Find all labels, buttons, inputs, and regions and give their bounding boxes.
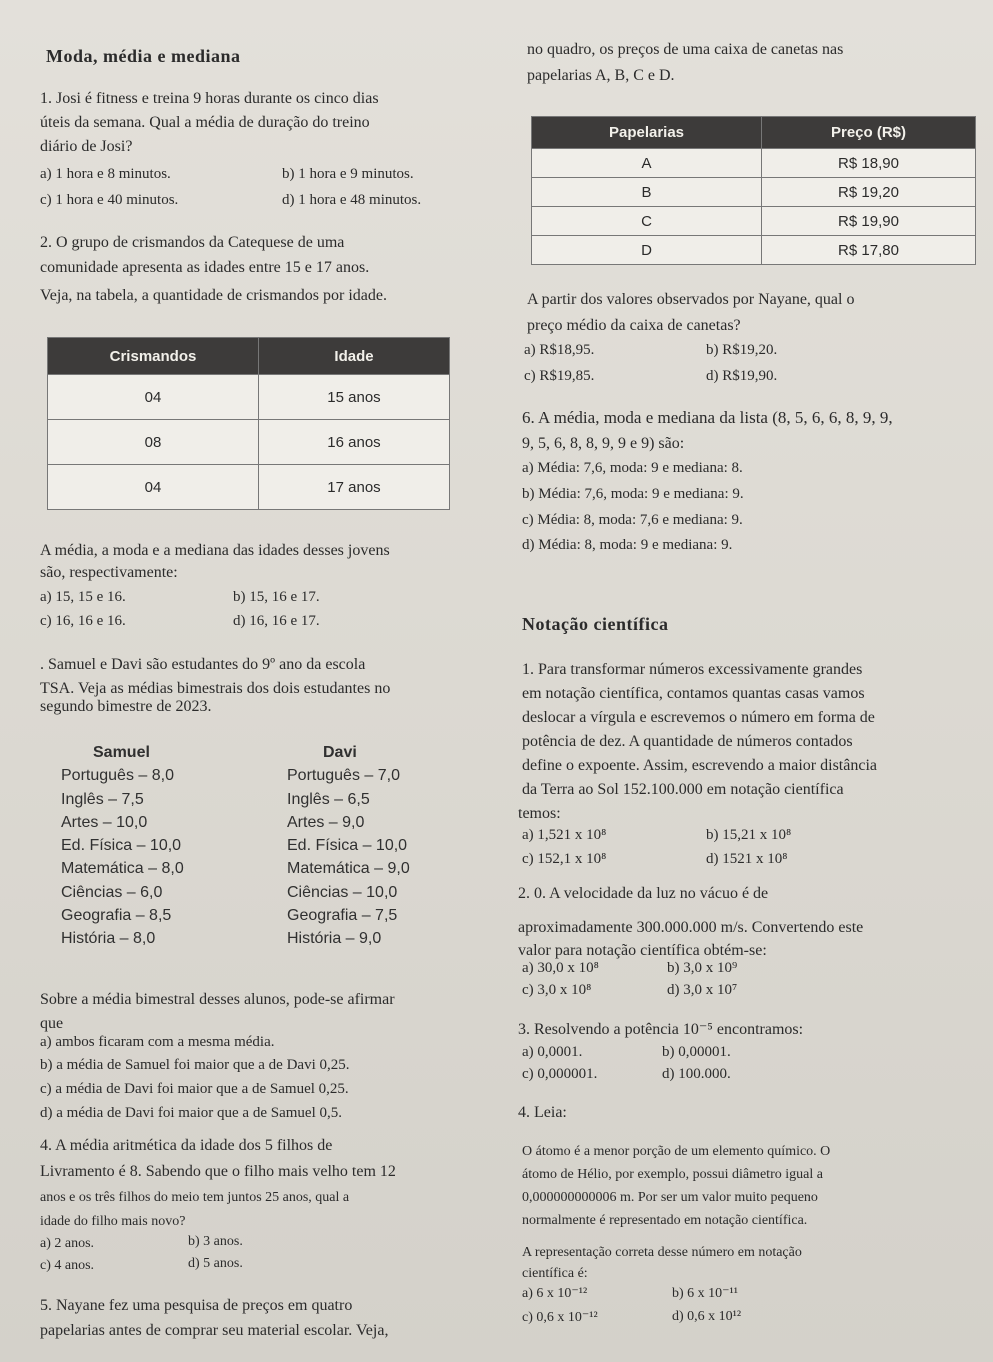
table-cell: 08 bbox=[48, 420, 259, 465]
q3-option-c: c) a média de Davi foi maior que a de Samuel 0,25. bbox=[40, 1081, 349, 1097]
table-cell: B bbox=[532, 178, 762, 207]
grade-item: Português – 8,0 bbox=[61, 767, 174, 785]
q1-line: úteis da semana. Qual a média de duração do treino bbox=[40, 114, 370, 131]
q4-line: Livramento é 8. Sabendo que o filho mais velho tem 12 bbox=[40, 1163, 396, 1180]
n1-option-d: d) 1521 x 10⁸ bbox=[706, 851, 788, 867]
q2-option-a: a) 15, 15 e 16. bbox=[40, 589, 126, 605]
q5-cont-line: no quadro, os preços de uma caixa de canetas nas bbox=[527, 41, 844, 58]
n1-option-c: c) 152,1 x 10⁸ bbox=[522, 851, 607, 867]
crismandos-table bbox=[47, 337, 450, 510]
q3-option-a: a) ambos ficaram com a mesma média. bbox=[40, 1034, 275, 1050]
q5-option-c: c) R$19,85. bbox=[524, 368, 595, 384]
q4-option-b: b) 3 anos. bbox=[188, 1234, 243, 1249]
n4-head: 4. Leia: bbox=[518, 1104, 567, 1121]
q2-option-c: c) 16, 16 e 16. bbox=[40, 613, 126, 629]
q1-option-c: c) 1 hora e 40 minutos. bbox=[40, 192, 179, 208]
q2-option-b: b) 15, 16 e 17. bbox=[233, 589, 320, 605]
q6-line: 9, 5, 6, 8, 8, 9, 9 e 9) são: bbox=[522, 435, 685, 452]
grade-item: Inglês – 7,5 bbox=[61, 790, 144, 808]
grade-item: Ciências – 10,0 bbox=[287, 883, 398, 901]
table-header: Papelarias bbox=[532, 117, 762, 149]
q5-line: 5. Nayane fez uma pesquisa de preços em quatro bbox=[40, 1297, 353, 1314]
q4-line: idade do filho mais novo? bbox=[40, 1214, 186, 1229]
grade-item: Inglês – 6,5 bbox=[287, 790, 370, 808]
q4-line: 4. A média aritmética da idade dos 5 filhos de bbox=[40, 1137, 333, 1154]
q5-after-line: preço médio da caixa de canetas? bbox=[527, 317, 741, 334]
q2-line: comunidade apresenta as idades entre 15 e 17 anos. bbox=[40, 259, 370, 276]
n1-line: em notação científica, contamos quantas casas vamos bbox=[522, 685, 865, 702]
q4-line: anos e os três filhos do meio tem juntos 25 anos, qual a bbox=[40, 1190, 350, 1205]
table-cell: R$ 17,80 bbox=[762, 236, 976, 265]
table-cell: R$ 18,90 bbox=[762, 149, 976, 178]
n4-option-b: b) 6 x 10⁻¹¹ bbox=[672, 1286, 738, 1301]
grade-item: Matemática – 8,0 bbox=[61, 860, 184, 878]
q2-option-d: d) 16, 16 e 17. bbox=[233, 613, 320, 629]
grade-item: História – 9,0 bbox=[287, 930, 382, 948]
table-cell: R$ 19,90 bbox=[762, 207, 976, 236]
q2-after-line: são, respectivamente: bbox=[40, 564, 178, 581]
q6-option-b: b) Média: 7,6, moda: 9 e mediana: 9. bbox=[522, 486, 744, 502]
table-cell: 04 bbox=[48, 375, 259, 420]
q5-line: papelarias antes de comprar seu material escolar. Veja, bbox=[40, 1322, 389, 1339]
q3-after-line: Sobre a média bimestral desses alunos, pode-se afirmar bbox=[40, 991, 395, 1008]
q2-line: 2. O grupo de crismandos da Catequese de uma bbox=[40, 234, 345, 251]
grade-item: Ed. Física – 10,0 bbox=[287, 837, 408, 855]
davi-grades bbox=[287, 741, 410, 951]
q1-option-d: d) 1 hora e 48 minutos. bbox=[282, 192, 422, 208]
table-cell: 17 anos bbox=[259, 465, 450, 510]
q4-option-c: c) 4 anos. bbox=[40, 1258, 95, 1273]
q6-line: 6. A média, moda e mediana da lista (8, 5, 6, 6, 8, 9, 9, bbox=[522, 408, 893, 427]
q5-option-b: b) R$19,20. bbox=[706, 342, 778, 358]
samuel-name: Samuel bbox=[93, 744, 150, 761]
q6-option-a: a) Média: 7,6, moda: 9 e mediana: 8. bbox=[522, 460, 743, 476]
table-cell: C bbox=[532, 207, 762, 236]
n4-option-c: c) 0,6 x 10⁻¹² bbox=[522, 1310, 598, 1325]
n3-option-d: d) 100.000. bbox=[662, 1066, 731, 1082]
q6-option-d: d) Média: 8, moda: 9 e mediana: 9. bbox=[522, 537, 733, 553]
q1-option-b: b) 1 hora e 9 minutos. bbox=[282, 166, 414, 182]
q3-line: . Samuel e Davi são estudantes do 9º ano da escola bbox=[40, 656, 366, 673]
section-title: Moda, média e mediana bbox=[46, 46, 241, 66]
table-cell: D bbox=[532, 236, 762, 265]
grade-item: Português – 7,0 bbox=[287, 767, 400, 785]
q4-option-a: a) 2 anos. bbox=[40, 1236, 95, 1251]
grade-item: Geografia – 8,5 bbox=[61, 907, 172, 925]
q3-after-line: que bbox=[40, 1015, 64, 1032]
q2-line: Veja, na tabela, a quantidade de crismandos por idade. bbox=[40, 287, 387, 304]
table-cell: 04 bbox=[48, 465, 259, 510]
table-header: Idade bbox=[259, 338, 450, 375]
table-cell: A bbox=[532, 149, 762, 178]
samuel-grades bbox=[61, 741, 184, 951]
n1-line: 1. Para transformar números excessivamente grandes bbox=[522, 661, 863, 678]
n4-option-d: d) 0,6 x 10¹² bbox=[672, 1309, 742, 1324]
q2-after-line: A média, a moda e a mediana das idades desses jovens bbox=[40, 542, 390, 559]
q1-line: 1. Josi é fitness e treina 9 horas durante os cinco dias bbox=[40, 90, 379, 107]
table-cell: 16 anos bbox=[259, 420, 450, 465]
q4-option-d: d) 5 anos. bbox=[188, 1256, 243, 1271]
q3-option-b: b) a média de Samuel foi maior que a de Davi 0,25. bbox=[40, 1057, 350, 1073]
n3-line: 3. Resolvendo a potência 10⁻⁵ encontramos: bbox=[518, 1021, 804, 1038]
grade-item: História – 8,0 bbox=[61, 930, 156, 948]
n2-option-b: b) 3,0 x 10⁹ bbox=[667, 960, 738, 976]
q5-after-line: A partir dos valores observados por Nayane, qual o bbox=[527, 291, 855, 308]
n4-line: átomo de Hélio, por exemplo, possui diâmetro igual a bbox=[522, 1167, 823, 1182]
n4-line: O átomo é a menor porção de um elemento químico. O bbox=[522, 1144, 831, 1159]
n4-option-a: a) 6 x 10⁻¹² bbox=[522, 1286, 588, 1301]
n1-line: define o expoente. Assim, escrevendo a maior distância bbox=[522, 757, 877, 774]
grade-item: Geografia – 7,5 bbox=[287, 907, 398, 925]
n1-line: da Terra ao Sol 152.100.000 em notação científica bbox=[522, 781, 844, 798]
q5-cont-line: papelarias A, B, C e D. bbox=[527, 67, 675, 84]
q1-line: diário de Josi? bbox=[40, 138, 133, 155]
q1-option-a: a) 1 hora e 8 minutos. bbox=[40, 166, 171, 182]
q5-option-a: a) R$18,95. bbox=[524, 342, 595, 358]
n2-line: valor para notação científica obtém-se: bbox=[518, 942, 767, 959]
grade-item: Ciências – 6,0 bbox=[61, 883, 163, 901]
table-cell: R$ 19,20 bbox=[762, 178, 976, 207]
n3-option-a: a) 0,0001. bbox=[522, 1044, 583, 1060]
table-header: Crismandos bbox=[48, 338, 259, 375]
n1-line: deslocar a vírgula e escrevemos o número em forma de bbox=[522, 709, 875, 726]
section-title: Notação científica bbox=[522, 614, 669, 634]
n2-option-a: a) 30,0 x 10⁸ bbox=[522, 960, 599, 976]
n3-option-c: c) 0,000001. bbox=[522, 1066, 598, 1082]
table-header: Preço (R$) bbox=[762, 117, 976, 149]
table-cell: 15 anos bbox=[259, 375, 450, 420]
q6-option-c: c) Média: 8, moda: 7,6 e mediana: 9. bbox=[522, 512, 743, 528]
n2-line: aproximadamente 300.000.000 m/s. Convertendo este bbox=[518, 919, 864, 936]
n1-option-b: b) 15,21 x 10⁸ bbox=[706, 827, 792, 843]
q5-option-d: d) R$19,90. bbox=[706, 368, 778, 384]
davi-name: Davi bbox=[323, 744, 357, 761]
q3-line: segundo bimestre de 2023. bbox=[40, 698, 212, 715]
n2-option-c: c) 3,0 x 10⁸ bbox=[522, 982, 592, 998]
n1-option-a: a) 1,521 x 10⁸ bbox=[522, 827, 607, 843]
n4-question: científica é: bbox=[522, 1266, 588, 1281]
n4-line: normalmente é representado em notação científica. bbox=[522, 1213, 808, 1228]
n1-line: temos: bbox=[518, 805, 561, 822]
q3-line: TSA. Veja as médias bimestrais dos dois estudantes no bbox=[40, 680, 391, 697]
n2-line: 2. 0. A velocidade da luz no vácuo é de bbox=[518, 885, 769, 902]
n2-option-d: d) 3,0 x 10⁷ bbox=[667, 982, 738, 998]
grade-item: Matemática – 9,0 bbox=[287, 860, 410, 878]
q3-option-d: d) a média de Davi foi maior que a de Samuel 0,5. bbox=[40, 1105, 342, 1121]
n1-line: potência de dez. A quantidade de números contados bbox=[522, 733, 853, 750]
papelarias-table bbox=[531, 116, 976, 265]
n4-line: 0,000000000006 m. Por ser um valor muito pequeno bbox=[522, 1190, 818, 1205]
grade-item: Artes – 9,0 bbox=[287, 813, 365, 831]
n3-option-b: b) 0,00001. bbox=[662, 1044, 731, 1060]
n4-question: A representação correta desse número em notação bbox=[522, 1245, 802, 1260]
grade-item: Artes – 10,0 bbox=[61, 813, 148, 831]
grade-item: Ed. Física – 10,0 bbox=[61, 837, 182, 855]
